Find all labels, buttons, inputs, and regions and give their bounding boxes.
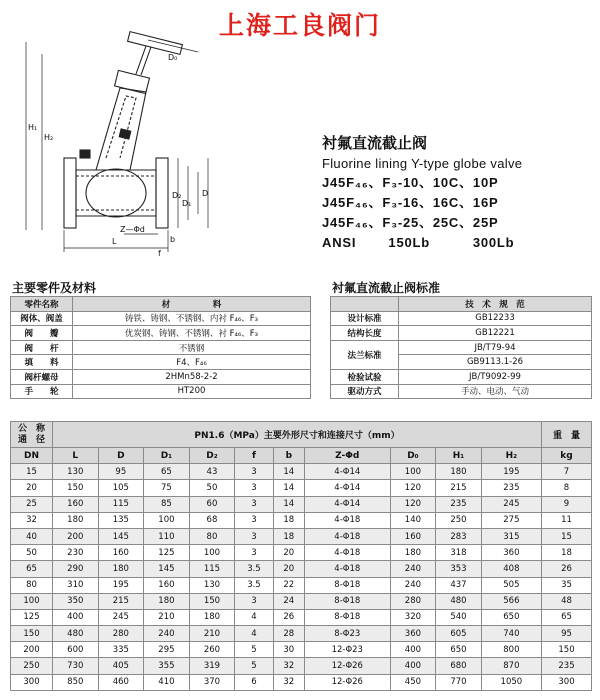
table-cell: 65 (542, 609, 592, 625)
table-row: GB9113.1-26 (331, 355, 592, 370)
table-cell: 14 (273, 480, 304, 496)
column-header: L (53, 448, 99, 464)
column-header: D₂ (189, 448, 235, 464)
table-row: 法兰标准 JB/T79-94 (331, 340, 592, 355)
table-cell: 800 (481, 642, 541, 658)
column-header: D₀ (390, 448, 436, 464)
dimensions-table (10, 421, 592, 691)
table-cell: 180 (436, 464, 482, 480)
standard-header: 技 术 规 范 (399, 297, 592, 312)
table-cell: 215 (98, 593, 144, 609)
table-cell: 8-Φ18 (304, 577, 390, 593)
table-row: 驱动方式 手动、电动、气动 (331, 384, 592, 399)
table-row: 手 轮 HT200 (11, 384, 311, 399)
header-dimensions: PN1.6（MPa）主要外形尺寸和连接尺寸（mm） (53, 422, 542, 448)
column-header: D₁ (144, 448, 190, 464)
table-cell: 1050 (481, 674, 541, 690)
table-cell: 235 (481, 480, 541, 496)
table-cell: 4-Φ14 (304, 464, 390, 480)
standard-section-title: 衬氟直流截止阀标准 (332, 281, 441, 295)
table-cell: 48 (542, 593, 592, 609)
table-cell: 80 (11, 577, 53, 593)
table-cell: 35 (542, 577, 592, 593)
table-row (11, 464, 592, 480)
table-cell: 130 (189, 577, 235, 593)
table-row (11, 593, 592, 609)
table-row (11, 480, 592, 496)
table-cell: 353 (436, 561, 482, 577)
brand-title: 上海工良阀门 (218, 11, 381, 40)
table-row: 设计标准 GB12233 (331, 311, 592, 326)
table-cell: 740 (481, 626, 541, 642)
parts-section-title: 主要零件及材料 (12, 281, 97, 295)
table-cell: 85 (144, 496, 190, 512)
table-cell: 283 (436, 528, 482, 544)
table-cell: 43 (189, 464, 235, 480)
table-cell: 9 (542, 496, 592, 512)
table-cell: 25 (11, 496, 53, 512)
table-cell: 160 (144, 577, 190, 593)
table-row: 填 料 F4、F₄₆ (11, 355, 311, 370)
table-cell: 318 (436, 545, 482, 561)
table-row (11, 577, 592, 593)
table-cell: 300 (11, 674, 53, 690)
column-header: D (98, 448, 144, 464)
table-cell: 12-Φ26 (304, 658, 390, 674)
table-cell: 180 (98, 561, 144, 577)
table-cell: 540 (436, 609, 482, 625)
table-cell: 32 (11, 512, 53, 528)
table-cell: 100 (144, 512, 190, 528)
table-cell: 730 (53, 658, 99, 674)
table-cell: 3 (235, 593, 273, 609)
table-cell: 240 (390, 561, 436, 577)
table-cell: 150 (542, 642, 592, 658)
model-line: J45F₄₆、F₃-25、25C、25P (322, 215, 499, 230)
table-cell: 319 (189, 658, 235, 674)
table-cell: 68 (189, 512, 235, 528)
table-cell: 22 (273, 577, 304, 593)
table-cell: 360 (481, 545, 541, 561)
table-cell: 480 (53, 626, 99, 642)
table-row: 阀杆螺母 2HMn58-2-2 (11, 369, 311, 384)
table-cell: 115 (189, 561, 235, 577)
table-cell: 110 (144, 528, 190, 544)
table-cell: 3 (235, 496, 273, 512)
table-cell: 8-Φ18 (304, 593, 390, 609)
header-weight: 重 量 (542, 422, 592, 448)
table-cell: 250 (11, 658, 53, 674)
table-cell: 4-Φ18 (304, 561, 390, 577)
parts-header-name: 零件名称 (11, 297, 73, 312)
table-cell: 480 (436, 593, 482, 609)
table-cell: 370 (189, 674, 235, 690)
table-cell: 210 (144, 609, 190, 625)
table-cell: 125 (11, 609, 53, 625)
table-cell: 180 (390, 545, 436, 561)
table-cell: 150 (53, 480, 99, 496)
table-cell: 405 (98, 658, 144, 674)
table-cell: 120 (390, 480, 436, 496)
table-cell: 850 (53, 674, 99, 690)
table-cell: 20 (273, 561, 304, 577)
parts-table (10, 296, 311, 399)
table-cell: 5 (235, 642, 273, 658)
label-zd: Z—Φd (120, 225, 145, 234)
table-cell: 3 (235, 545, 273, 561)
table-row (11, 528, 592, 544)
standard-table (330, 296, 592, 399)
table-row: 阀体、阀盖 铸铁、铸钢、不锈钢、内衬 F₄₆、F₃ (11, 311, 311, 326)
table-cell: 95 (98, 464, 144, 480)
table-cell: 7 (542, 464, 592, 480)
table-cell: 240 (390, 577, 436, 593)
table-cell: 150 (189, 593, 235, 609)
table-cell: 230 (53, 545, 99, 561)
table-cell: 26 (273, 609, 304, 625)
table-cell: 3 (235, 464, 273, 480)
table-cell: 26 (542, 561, 592, 577)
product-title-block (322, 132, 600, 253)
product-title-cn: 衬氟直流截止阀 (322, 134, 428, 152)
table-cell: 14 (273, 464, 304, 480)
table-cell: 32 (273, 674, 304, 690)
table-cell: 8-Φ23 (304, 626, 390, 642)
table-cell: 410 (144, 674, 190, 690)
table-cell: 408 (481, 561, 541, 577)
table-cell: 3 (235, 512, 273, 528)
table-cell: 24 (273, 593, 304, 609)
table-cell: 3 (235, 480, 273, 496)
ansi-line: ANSI 150Lb 300Lb (322, 235, 515, 250)
table-row: 阀 杆 不锈钢 (11, 340, 311, 355)
column-header-row (11, 448, 592, 464)
table-cell: 320 (390, 609, 436, 625)
table-cell: 4 (235, 626, 273, 642)
table-cell: 180 (53, 512, 99, 528)
table-cell: 275 (481, 512, 541, 528)
table-cell: 310 (53, 577, 99, 593)
table-cell: 75 (144, 480, 190, 496)
label-d1: D₁ (182, 199, 192, 208)
product-title-en: Fluorine lining Y-type globe valve (322, 156, 523, 171)
column-header: H₁ (436, 448, 482, 464)
table-cell: 105 (98, 480, 144, 496)
table-row (11, 609, 592, 625)
table-row: 阀 瓣 优炭钢、铸钢、不锈钢、衬 F₄₆、F₃ (11, 326, 311, 341)
table-cell: 235 (436, 496, 482, 512)
table-cell: 505 (481, 577, 541, 593)
column-header: f (235, 448, 273, 464)
table-cell: 65 (144, 464, 190, 480)
table-cell: 460 (98, 674, 144, 690)
table-cell: 15 (11, 464, 53, 480)
table-cell: 4-Φ18 (304, 512, 390, 528)
column-header: Z-Φd (304, 448, 390, 464)
table-cell: 600 (53, 642, 99, 658)
table-cell: 18 (542, 545, 592, 561)
table-cell: 4 (235, 609, 273, 625)
table-cell: 400 (390, 658, 436, 674)
table-cell: 140 (390, 512, 436, 528)
table-row (11, 674, 592, 690)
table-cell: 3.5 (235, 577, 273, 593)
table-cell: 3 (235, 528, 273, 544)
table-cell: 250 (436, 512, 482, 528)
table-row (11, 512, 592, 528)
table-cell: 20 (273, 545, 304, 561)
table-cell: 180 (189, 609, 235, 625)
table-row (11, 626, 592, 642)
table-cell: 50 (189, 480, 235, 496)
table-cell: 235 (542, 658, 592, 674)
parts-header-material: 材 料 (73, 297, 311, 312)
label-d2: D₂ (172, 191, 182, 200)
table-cell: 18 (273, 512, 304, 528)
table-cell: 650 (436, 642, 482, 658)
table-cell: 30 (273, 642, 304, 658)
table-cell: 95 (542, 626, 592, 642)
table-cell: 160 (390, 528, 436, 544)
table-cell: 100 (390, 464, 436, 480)
column-header: b (273, 448, 304, 464)
table-row: 检验试验 JB/T9092-99 (331, 369, 592, 384)
table-cell: 160 (98, 545, 144, 561)
column-header: H₂ (481, 448, 541, 464)
table-cell: 290 (53, 561, 99, 577)
column-header: kg (542, 448, 592, 464)
table-cell: 15 (542, 528, 592, 544)
label-l: L (112, 237, 117, 246)
table-cell: 130 (53, 464, 99, 480)
table-cell: 12-Φ26 (304, 674, 390, 690)
label-d0: D₀ (168, 53, 178, 62)
valve-drawing (8, 30, 308, 260)
table-cell: 5 (235, 658, 273, 674)
table-cell: 80 (189, 528, 235, 544)
table-cell: 18 (273, 528, 304, 544)
table-cell: 60 (189, 496, 235, 512)
table-cell: 40 (11, 528, 53, 544)
table-cell: 11 (542, 512, 592, 528)
table-cell: 300 (542, 674, 592, 690)
table-cell: 125 (144, 545, 190, 561)
table-cell: 295 (144, 642, 190, 658)
table-cell: 680 (436, 658, 482, 674)
label-b: b (170, 235, 176, 244)
label-h1: H₁ (28, 123, 38, 132)
table-cell: 65 (11, 561, 53, 577)
table-cell: 605 (436, 626, 482, 642)
table-cell: 180 (144, 593, 190, 609)
table-cell: 240 (144, 626, 190, 642)
table-cell: 195 (481, 464, 541, 480)
table-cell: 566 (481, 593, 541, 609)
table-row (11, 496, 592, 512)
table-cell: 8 (542, 480, 592, 496)
table-cell: 4-Φ18 (304, 528, 390, 544)
label-h2: H₂ (44, 133, 54, 142)
table-cell: 3.5 (235, 561, 273, 577)
table-cell: 215 (436, 480, 482, 496)
table-cell: 360 (390, 626, 436, 642)
table-cell: 145 (144, 561, 190, 577)
model-line: J45F₄₆、F₃-16、16C、16P (322, 195, 499, 210)
label-f: f (158, 249, 161, 258)
label-d: D (202, 189, 209, 198)
header-nominal-diameter: 公 称 通 径 (11, 422, 53, 448)
table-cell: 195 (98, 577, 144, 593)
model-line: J45F₄₆、F₃-10、10C、10P (322, 175, 499, 190)
column-header: DN (11, 448, 53, 464)
table-cell: 335 (98, 642, 144, 658)
table-cell: 120 (390, 496, 436, 512)
table-row (11, 561, 592, 577)
table-cell: 8-Φ18 (304, 609, 390, 625)
table-cell: 280 (390, 593, 436, 609)
table-row (11, 658, 592, 674)
table-cell: 6 (235, 674, 273, 690)
table-cell: 350 (53, 593, 99, 609)
table-row (11, 545, 592, 561)
table-cell: 100 (189, 545, 235, 561)
table-cell: 4-Φ14 (304, 496, 390, 512)
table-cell: 32 (273, 658, 304, 674)
table-cell: 50 (11, 545, 53, 561)
table-cell: 355 (144, 658, 190, 674)
table-cell: 135 (98, 512, 144, 528)
table-cell: 210 (189, 626, 235, 642)
table-cell: 4-Φ14 (304, 480, 390, 496)
table-cell: 150 (11, 626, 53, 642)
table-cell: 28 (273, 626, 304, 642)
table-row (11, 642, 592, 658)
table-cell: 100 (11, 593, 53, 609)
table-cell: 115 (98, 496, 144, 512)
table-cell: 770 (436, 674, 482, 690)
table-cell: 400 (390, 642, 436, 658)
table-cell: 14 (273, 496, 304, 512)
table-cell: 437 (436, 577, 482, 593)
table-cell: 450 (390, 674, 436, 690)
table-cell: 200 (53, 528, 99, 544)
table-cell: 4-Φ18 (304, 545, 390, 561)
table-cell: 650 (481, 609, 541, 625)
table-cell: 315 (481, 528, 541, 544)
table-cell: 12-Φ23 (304, 642, 390, 658)
table-cell: 20 (11, 480, 53, 496)
table-cell: 400 (53, 609, 99, 625)
table-cell: 145 (98, 528, 144, 544)
table-cell: 870 (481, 658, 541, 674)
table-row: 结构长度 GB12221 (331, 326, 592, 341)
table-cell: 160 (53, 496, 99, 512)
table-cell: 200 (11, 642, 53, 658)
table-cell: 245 (98, 609, 144, 625)
table-cell: 280 (98, 626, 144, 642)
table-cell: 260 (189, 642, 235, 658)
table-cell: 245 (481, 496, 541, 512)
